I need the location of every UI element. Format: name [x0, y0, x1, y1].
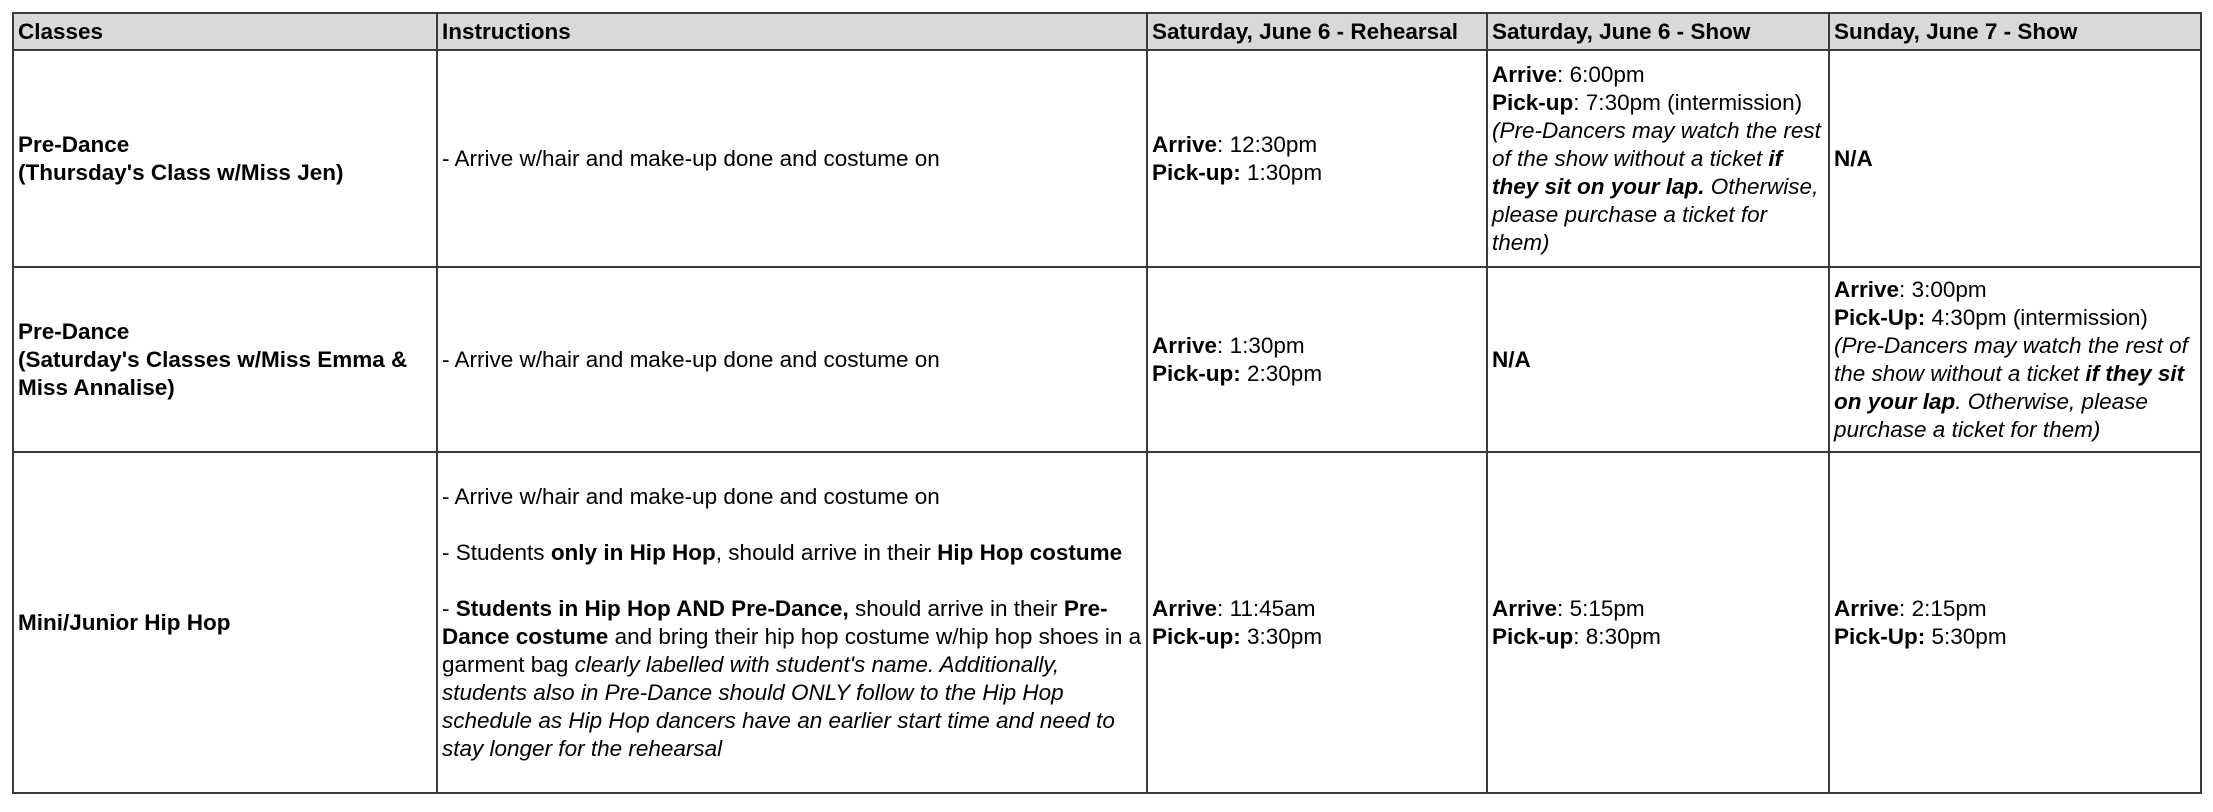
colon: : [1217, 131, 1224, 157]
colon: : [1557, 595, 1564, 621]
arrive-time: 3:00pm [1905, 276, 1987, 302]
instructions-cell [437, 50, 1147, 267]
pickup-line [1152, 159, 1482, 187]
instruction-italic: clearly labelled with student's name. Additionally, students also in Pre-Dance should ONLY follow to the Hip Hop schedule as Hip Hop dancers have an earlier start time and need to stay longer for the rehearsal [442, 651, 1115, 761]
class-name-cell [13, 50, 437, 267]
class-name: Pre-Dance [18, 318, 130, 344]
arrive-time: 6:00pm [1563, 61, 1645, 87]
rehearsal-cell [1147, 50, 1487, 267]
instruction-fragment: - Students [442, 539, 551, 565]
pickup-label: Pick-up: [1152, 360, 1241, 386]
table-row [13, 267, 2201, 452]
sunday-show-cell: N/A [1829, 50, 2201, 267]
colon: : [1573, 623, 1580, 649]
table-row [13, 452, 2201, 793]
pickup-time: 1:30pm [1240, 159, 1323, 185]
header-saturday-show: Saturday, June 6 - Show [1487, 13, 1829, 50]
pickup-label: Pick-up [1492, 89, 1574, 115]
arrive-label: Arrive [1152, 332, 1218, 358]
pickup-label: Pick-up: [1152, 159, 1241, 185]
colon: : [1217, 595, 1224, 621]
ticket-note [1834, 332, 2196, 444]
instruction-fragment: should arrive in their [848, 595, 1064, 621]
instruction-text: - Arrive w/hair and make-up done and costume on [442, 483, 940, 509]
header-saturday-rehearsal: Saturday, June 6 - Rehearsal [1147, 13, 1487, 50]
colon: : [1899, 276, 1906, 302]
sunday-show-cell [1829, 267, 2201, 452]
instruction-emphasis: Pre-Dance costume [442, 595, 1108, 649]
arrive-line [1492, 595, 1824, 623]
arrive-line [1834, 595, 2196, 623]
rehearsal-cell [1147, 452, 1487, 793]
class-subtitle: (Saturday's Classes w/Miss Emma & Miss Annalise) [18, 346, 408, 400]
arrive-time: 11:45am [1223, 595, 1316, 621]
arrive-label: Arrive [1834, 276, 1900, 302]
note-emphasis: if they sit on your lap [1834, 360, 2185, 414]
saturday-show-cell [1487, 50, 1829, 267]
note-text: Otherwise, please purchase a ticket for them) [1492, 173, 1819, 255]
ticket-note [1492, 117, 1824, 257]
instruction-emphasis: Students in Hip Hop AND Pre-Dance, [455, 595, 849, 621]
arrive-line [1152, 595, 1482, 623]
note-emphasis: if they sit on your lap. [1492, 145, 1783, 199]
sunday-show-cell [1829, 452, 2201, 793]
pickup-time: 5:30pm [1925, 623, 2007, 649]
pickup-label: Pick-up [1492, 623, 1574, 649]
pickup-line [1834, 623, 2196, 651]
class-name-cell [13, 452, 437, 793]
arrive-time: 1:30pm [1223, 332, 1305, 358]
pickup-line [1492, 623, 1824, 651]
pickup-label: Pick-Up: [1834, 623, 1926, 649]
instruction-emphasis: only in Hip Hop [550, 539, 716, 565]
note-text: (Pre-Dancers may watch the rest of the show without a ticket [1492, 117, 1821, 171]
colon: : [1899, 595, 1906, 621]
pickup-time: 8:30pm [1579, 623, 1661, 649]
pickup-label: Pick-Up: [1834, 304, 1926, 330]
pickup-time: 2:30pm [1240, 360, 1323, 386]
arrive-label: Arrive [1152, 595, 1218, 621]
arrive-time: 2:15pm [1905, 595, 1987, 621]
instructions-cell [437, 267, 1147, 452]
pickup-label: Pick-up: [1152, 623, 1241, 649]
pickup-time: 3:30pm [1240, 623, 1323, 649]
arrive-label: Arrive [1492, 595, 1558, 621]
table-row [13, 50, 2201, 267]
schedule-table [12, 12, 2202, 794]
colon: : [1557, 61, 1564, 87]
header-row [13, 13, 2201, 50]
pickup-line [1834, 304, 2196, 332]
class-name: Mini/Junior Hip Hop [18, 609, 231, 635]
arrive-line [1492, 61, 1824, 89]
pickup-time: 4:30pm (intermission) [1925, 304, 2148, 330]
header-instructions: Instructions [437, 13, 1147, 50]
pickup-time: 7:30pm (intermission) [1579, 89, 1803, 115]
spacer [442, 511, 1142, 539]
note-text: . Otherwise, please purchase a ticket for them) [1834, 388, 2148, 442]
header-classes: Classes [13, 13, 437, 50]
header-sunday-show: Sunday, June 7 - Show [1829, 13, 2201, 50]
note-text: (Pre-Dancers may watch the rest of the show without a ticket [1834, 332, 2188, 386]
arrive-label: Arrive [1152, 131, 1218, 157]
saturday-show-cell [1487, 452, 1829, 793]
arrive-line [1152, 332, 1482, 360]
spacer [442, 567, 1142, 595]
arrive-time: 5:15pm [1563, 595, 1645, 621]
arrive-line [1152, 131, 1482, 159]
class-subtitle: (Thursday's Class w/Miss Jen) [18, 159, 344, 185]
instructions-cell [437, 452, 1147, 793]
instruction-fragment: - [442, 595, 456, 621]
instruction-fragment: and bring their hip hop costume w/hip hop shoes in a garment bag [442, 623, 1142, 677]
class-name-cell [13, 267, 437, 452]
pickup-line [1492, 89, 1824, 117]
arrive-time: 12:30pm [1223, 131, 1318, 157]
colon: : [1217, 332, 1224, 358]
instruction-text [442, 595, 1142, 763]
instruction-fragment: , should arrive in their [715, 539, 938, 565]
arrive-label: Arrive [1834, 595, 1900, 621]
instruction-text [442, 539, 1142, 567]
instruction-text: - Arrive w/hair and make-up done and costume on [442, 346, 940, 372]
arrive-label: Arrive [1492, 61, 1558, 87]
class-name: Pre-Dance [18, 131, 130, 157]
saturday-show-cell: N/A [1487, 267, 1829, 452]
arrive-line [1834, 276, 2196, 304]
instruction-emphasis: Hip Hop costume [937, 539, 1123, 565]
colon: : [1573, 89, 1580, 115]
pickup-line [1152, 623, 1482, 651]
pickup-line [1152, 360, 1482, 388]
rehearsal-cell [1147, 267, 1487, 452]
instruction-text: - Arrive w/hair and make-up done and costume on [442, 145, 940, 171]
